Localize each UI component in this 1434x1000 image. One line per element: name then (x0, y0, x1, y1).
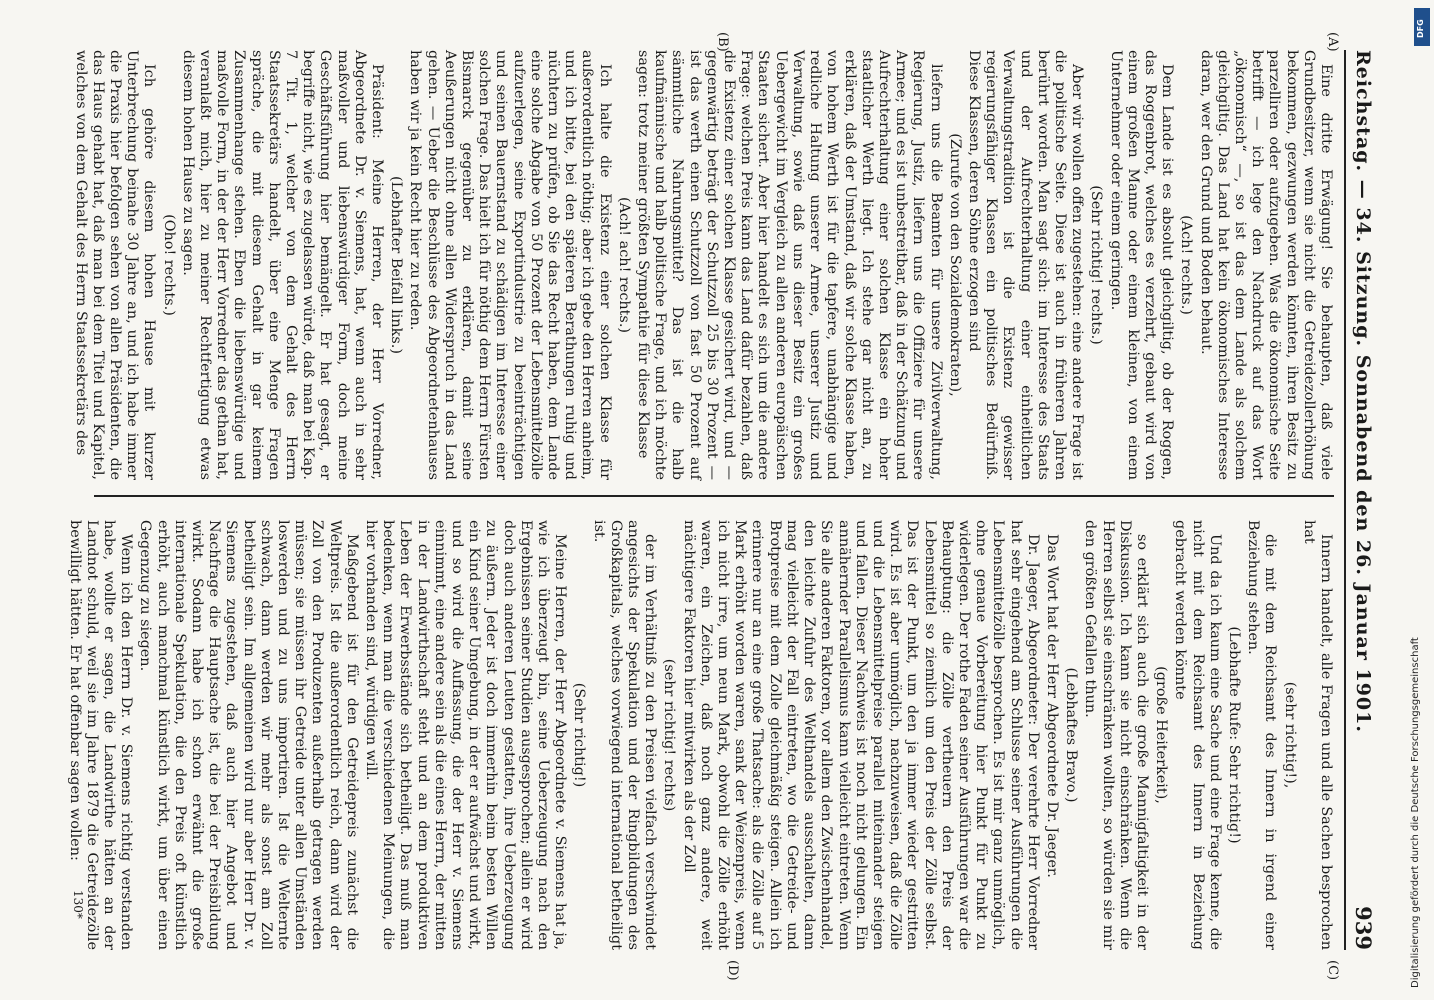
dfg-logo (1414, 8, 1430, 46)
paragraph: (sehr richtig! rechts) (661, 658, 678, 812)
paragraph: (Sehr richtig! rechts.) (1088, 185, 1105, 345)
paragraph: so erklärt sich auch die große Mannigfaltigkeit in der Diskussion. Ich kann sie nicht einschränken. Wenn die Herren selbst sie einschränken wollten, so würden sie mir den größten Gefallen thun. (1082, 520, 1150, 950)
paragraph: Wenn ich den Herrn Dr. v. Siemens richtig verstanden habe, wollte er sagen, die Landwirthe hätten an der Landnot schuld, weil sie im Jahre 1879 die Getreidezölle bewilligt hätten. Er hat offenbar sagen wollen: (66, 520, 135, 950)
page-number: 939 (1351, 906, 1376, 950)
text-column-left (72, 50, 1334, 481)
paragraph: Präsident: Meine Herren, der Herr Vorredner, Abgeordnete Dr. v. Siemens, hat, wenn auch in sehr maßvoller und liebenswürdiger Form, doch meine Geschäftsführung hier bemängelt. Er hat gesagt, er begriffe nicht, wie es zugelassen würde, daß man bei Kap. 7 Tit. 1, welcher von dem Gehalt des Herrn Staatssekretärs handelt, über eine Menge Fragen spräche, die mit diesem Gehalt in gar keinem Zusammenhange stehen. Eben die liebenswürdige und maßvolle Form, in der der Herr Vorredner das gethan hat, veranlaßt mich, hier zu meiner Rechtfertigung etwas diesem hohen Hause zu sagen. (179, 50, 386, 480)
paragraph: Ich gehöre diesem hohen Hause mit kurzer Unterbrechung beinahe 30 Jahre an, und ich habe immer die Praxis hier befolgen sehen von allen Präsidenten, die das Haus gehabt hat, daß man bei dem Titel und Kapitel, welches von dem Gehalt des Herrn Staatssekretärs des (72, 50, 158, 480)
paragraph: Meine Herren, der Herr Abgeordnete v. Siemens hat ja, wie ich überzeugt bin, seine Ueberzeugung nach den Ergebnissen seiner Studien ausgesprochen; allein er wird doch auch anderen Leuten gestatten, ihre Ueberzeugung zu äußern. Jeder ist doch immerhin beim besten Willen ein Kind seiner Umgebung, in der er aufwächst und wirkt, und so wird die Auffassung, die der Herr v. Siemens einnimmt, eine andere sein als die eines Herrn, der mitten in der Landwirthschaft steht und an dem produktiven Leben der Erwerbsstände sich betheiligt. Das muß man bedenken, wenn man die verschiedenen Meinungen, die hier vorhanden sind, würdigen will. (363, 520, 569, 950)
paragraph: Dem Lande ist es absolut gleichgiltig, ob der Roggen, das Roggenbrot, welches es verzehrt, gebaut wird von einem großen Manne oder einem kleinen, von einem Unternehmer oder einem geringen. (1107, 50, 1176, 480)
margin-marker-d: (D) (725, 960, 740, 981)
digitization-credit (1410, 0, 1430, 1000)
paragraph: Innern handelt, alle Fragen und alle Sachen besprochen hat (1300, 520, 1334, 950)
paragraph: (Lebhafte Rufe: Sehr richtig!) (1225, 626, 1242, 844)
paragraph: Ich halte die Existenz einer solchen Klasse für außerordentlich nöthig; aber ich gebe den Herren anheim, und ich bitte, bei den späteren Berathungen ruhig und nüchtern zu prüfen, ob Sie das Recht haben, dem Lande eine solche Abgabe von 50 Prozent der Lebensmittelzölle aufzuerlegen, seine Exportindustrie zu beeinträchtigen und seinen Bauernstand zu schädigen im Interesse einer solchen Frage. Das hielt ich für nöthig dem Herrn Fürsten Bismarck gegenüber zu erklären, damit seine Aeußerungen nicht ohne allen Widerspruch in das Land gehen. — Ueber die Beschlüsse des Abgeordnetenhauses haben wir ja kein Recht hier zu reden. (407, 50, 613, 481)
paragraph: (Zurufe von den Sozialdemokraten), (946, 133, 963, 397)
paragraph: Eine dritte Erwägung! Sie behaupten, daß viele Grundbesitzer, wenn sie nicht die Getreidezollerhöhung bekommen, gezwungen werden könnten, ihren Besitz zu parzelliren oder aufzugeben. Was die ökonomische Seite betrifft — ich lege den Nachdruck auf das Wort „ökonomisch“ —, so ist das dem Lande als solchem gleichgiltig. Das Land hat kein ökonomisches Interesse daran, wer den Grund und Boden behaut. (1197, 50, 1334, 480)
signature-mark: 130* (71, 890, 85, 919)
paragraph: der im Verhältniß zu den Preisen vielfach verschwindet angesichts der Spekulation und der Ringbildungen des Großkapitals, welches vorwiegend international betheiligt ist. (590, 520, 659, 950)
paragraph: (Lebhaftes Bravo.) (1063, 667, 1080, 803)
header-title: Reichstag. — 34. Sitzung. Sonnabend den 26. Januar 1901. (1352, 50, 1374, 733)
paragraph: Das Wort hat der Herr Abgeordnete Dr. Jaeger. (1043, 534, 1060, 878)
paragraph: Dr. Jaeger, Abgeordneter: Der verehrte Herr Vorredner hat sehr eingehend am Schlusse seiner Ausführungen die Lebensmittelzölle besprochen. Es ist mir ganz unmöglich, ohne genaue Vorbereitung hier Punkt für Punkt zu widerlegen. Der rothe Faden seiner Ausführungen war die Behauptung: die Zölle vertheuern den Preis der Lebensmittel so ziemlich um den Preis der Zölle selbst. Das ist der Punkt, um den ja immer wieder gestritten wird. Es ist aber unmöglich, nachzuweisen, daß die Zölle und die Lebensmittelpreise parallel miteinander steigen und fallen. Dieser Nachweis ist noch nicht gelungen. Ein annähernder Parallelismus kann vielleicht eintreten. Wenn Sie alle anderen Faktoren, vor allem den Zwischenhandel, den leichte Zufuhr des Welthandels ausschalten, dann mag vielleicht der Fall eintreten, wo die Getreide- und Brotpreise mit dem Zolle gleichmäßig steigen. Allein ich erinnere nur an eine große Thatsache: als die Zölle auf 5 Mark erhöht worden waren, sank der Weizenpreis, wenn ich nicht irre, um neun Mark, obwohl die Zölle erhöht waren, ein Zeichen, daß noch ganz andere, weit mächtigere Faktoren hier mitwirken als der Zoll (680, 520, 1041, 950)
page-header (1344, 50, 1380, 950)
column-divider (94, 495, 1334, 497)
paragraph: (sehr richtig!), (1281, 681, 1298, 789)
paragraph: die mit dem Reichsamt des Innern in irgend einer Beziehung stehen. (1245, 520, 1279, 950)
paragraph: liefern uns die Beamten für unsere Zivilverwaltung, Regierung, Justiz, liefern uns die Offiziere für unsere Armee; und es ist unbestreitbar, daß in der Schätzung und Aufrechterhaltung einer solchen Klasse ein hoher staatlicher Werth liegt. Ich stehe gar nicht an, zu erklären, daß der Umstand, daß wir solche Klasse haben, von hohem Werth ist für die tapfere, unabhängige und redliche Haltung unserer Armee, unserer Justiz und Verwaltung, sowie daß uns dieser Besitz ein großes Uebergewicht im Vergleich zu allen anderen europäischen Staaten sichert. Aber hier handelt es sich um die andere Frage: welchen Preis kann das Land dafür bezahlen, daß die Existenz einer solchen Klasse gesichert wird, und — gegenwärtig beträgt der Schutzzoll 25 bis 30 Prozent — ist das werth einen Schutzzoll von fast 50 Prozent auf sämmtliche Nahrungsmittel? Das ist die halb kaufmännische und halb politische Frage, und ich möchte sagen: trotz meiner größten Sympathie für diese Klasse (635, 50, 944, 480)
paragraph: Aber wir wollen offen zugestehen: eine andere Frage ist die politische Seite. Diese ist auch in früheren Jahren berührt worden. Man sagt sich: im Interesse des Staats und der Aufrechterhaltung einer einheitlichen Verwaltungstradition ist die Existenz gewisser regierungsfähiger Klassen ein politisches Bedürfniß. Diese Klassen, deren Söhne erzogen sind (965, 50, 1086, 480)
margin-marker-a: (A) (1325, 32, 1340, 52)
paragraph: (Oho! rechts.) (160, 214, 177, 316)
paragraph: (Ach! rechts.) (1178, 215, 1195, 315)
paragraph: Maßgebend ist für den Getreidepreis zunächst die Weltpreis. Ist die außerordentlich reich, dann wird der Zoll von den Produzenten außerhalb getragen werden müssen; sie müssen ihr Getreide unter allen Umständen loswerden und zu uns importiren. Ist die Welternte schwach, dann werden wir mehr als sonst am Zoll betheiligt sein. Im allgemeinen wird nur aber Herr Dr. v. Siemens zugestehen, daß auch hier Angebot und Nachfrage die Hauptsache ist, die bei der Preisbildung wirkt. Sodann habe ich schon erwähnt die große internationale Spekulation, die den Preis oft künstlich erhöht, auch manchmal künstlich wirkt, um über einen Gegenzug zu siegen. (137, 520, 360, 950)
paragraph: (große Heiterkeit), (1153, 666, 1170, 804)
paragraph: Und da ich kaum eine Sache und eine Frage kenne, die nicht mit dem Reichsamt des Innern in Beziehung gebracht werden könnte (1172, 520, 1223, 950)
rotated-page-content (60, 20, 1380, 980)
paragraph: (Lebhafter Beifall links.) (388, 176, 405, 354)
paragraph: (Ach! ach! rechts.) (615, 196, 632, 334)
paragraph: (Sehr richtig!) (571, 682, 588, 788)
margin-marker-c: (C) (1325, 960, 1340, 981)
margin-marker-b: (B) (715, 32, 730, 52)
digitization-label: Digitalisierung gefördert durch die Deutsche Forschungsgemeinschaft (1410, 637, 1421, 988)
dfg-logo-text: DFG (1416, 19, 1425, 38)
